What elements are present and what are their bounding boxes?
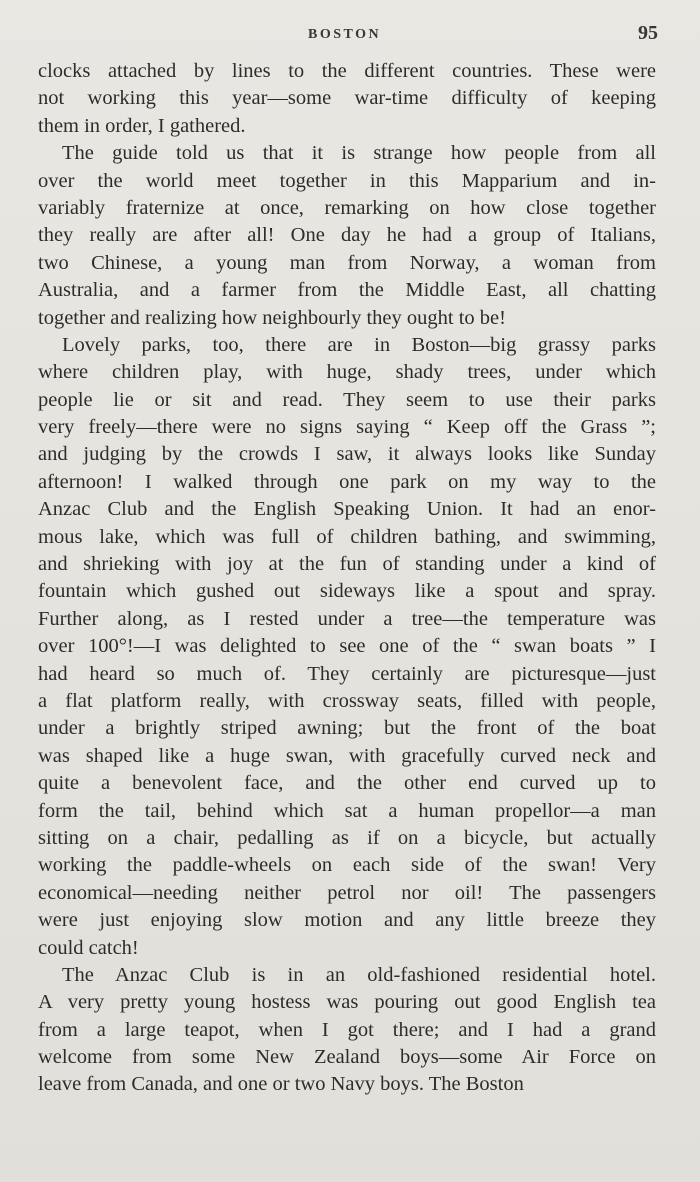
running-head xyxy=(0,22,700,52)
text-line: over the world meet together in this Mapparium and in- xyxy=(38,169,656,192)
text-line: together and realizing how neighbourly they ought to be! xyxy=(38,306,506,329)
text-line: sitting on a chair, pedalling as if on a bicycle, but actually xyxy=(38,826,656,849)
body-text xyxy=(38,58,656,1099)
text-line: The guide told us that it is strange how people from all xyxy=(62,142,656,165)
text-line: working the paddle-wheels on each side of the swan! Very xyxy=(38,854,656,877)
text-line: welcome from some New Zealand boys—some Air Force on xyxy=(38,1046,656,1069)
text-line: variably fraternize at once, remarking on how close together xyxy=(38,196,656,219)
text-line: Anzac Club and the English Speaking Union. It had an enor- xyxy=(38,498,656,521)
text-line: could catch! xyxy=(38,936,139,959)
text-line: afternoon! I walked through one park on my way to the xyxy=(38,470,656,493)
text-line: where children play, with huge, shady trees, under which xyxy=(38,361,656,384)
text-line: leave from Canada, and one or two Navy boys. The Boston xyxy=(38,1073,524,1096)
text-line: form the tail, behind which sat a human propellor—a man xyxy=(38,799,656,822)
text-line: over 100°!—I was delighted to see one of the “ swan boats ” I xyxy=(38,635,656,658)
text-line: and shrieking with joy at the fun of standing under a kind of xyxy=(38,553,656,576)
text-line: clocks attached by lines to the different countries. These were xyxy=(38,60,656,82)
page-number: 95 xyxy=(638,22,658,44)
text-line: was shaped like a huge swan, with gracefully curved neck and xyxy=(38,744,656,767)
text-line: not working this year—some war-time difficulty of keeping xyxy=(38,87,656,110)
text-line: The Anzac Club is in an old-fashioned residential hotel. xyxy=(62,963,656,986)
text-line: quite a benevolent face, and the other end curved up to xyxy=(38,772,656,795)
text-line: under a brightly striped awning; but the front of the boat xyxy=(38,717,656,740)
text-line: them in order, I gathered. xyxy=(38,114,246,137)
text-line: fountain which gushed out sideways like a spout and spray. xyxy=(38,580,656,603)
text-line: Further along, as I rested under a tree—the temperature was xyxy=(38,607,656,630)
text-line: they really are after all! One day he had a group of Italians, xyxy=(38,224,656,247)
text-line: Australia, and a farmer from the Middle East, all chatting xyxy=(38,279,656,302)
text-line: Lovely parks, too, there are in Boston—big grassy parks xyxy=(62,333,656,356)
text-line: mous lake, which was full of children bathing, and swimming, xyxy=(38,525,656,548)
running-head-title: BOSTON xyxy=(308,27,382,42)
text-line: from a large teapot, when I got there; and I had a grand xyxy=(38,1018,656,1041)
text-line: were just enjoying slow motion and any little breeze they xyxy=(38,909,656,932)
text-line: A very pretty young hostess was pouring out good English tea xyxy=(38,991,656,1014)
text-line: two Chinese, a young man from Norway, a woman from xyxy=(38,251,656,274)
text-line: had heard so much of. They certainly are picturesque—just xyxy=(38,662,656,685)
text-line: a flat platform really, with crossway seats, filled with people, xyxy=(38,689,656,712)
text-line: and judging by the crowds I saw, it always looks like Sunday xyxy=(38,443,656,466)
text-line: very freely—there were no signs saying “ Keep off the Grass ”; xyxy=(38,416,656,439)
text-line: economical—needing neither petrol nor oil! The passengers xyxy=(38,881,656,904)
text-line: people lie or sit and read. They seem to use their parks xyxy=(38,388,656,411)
